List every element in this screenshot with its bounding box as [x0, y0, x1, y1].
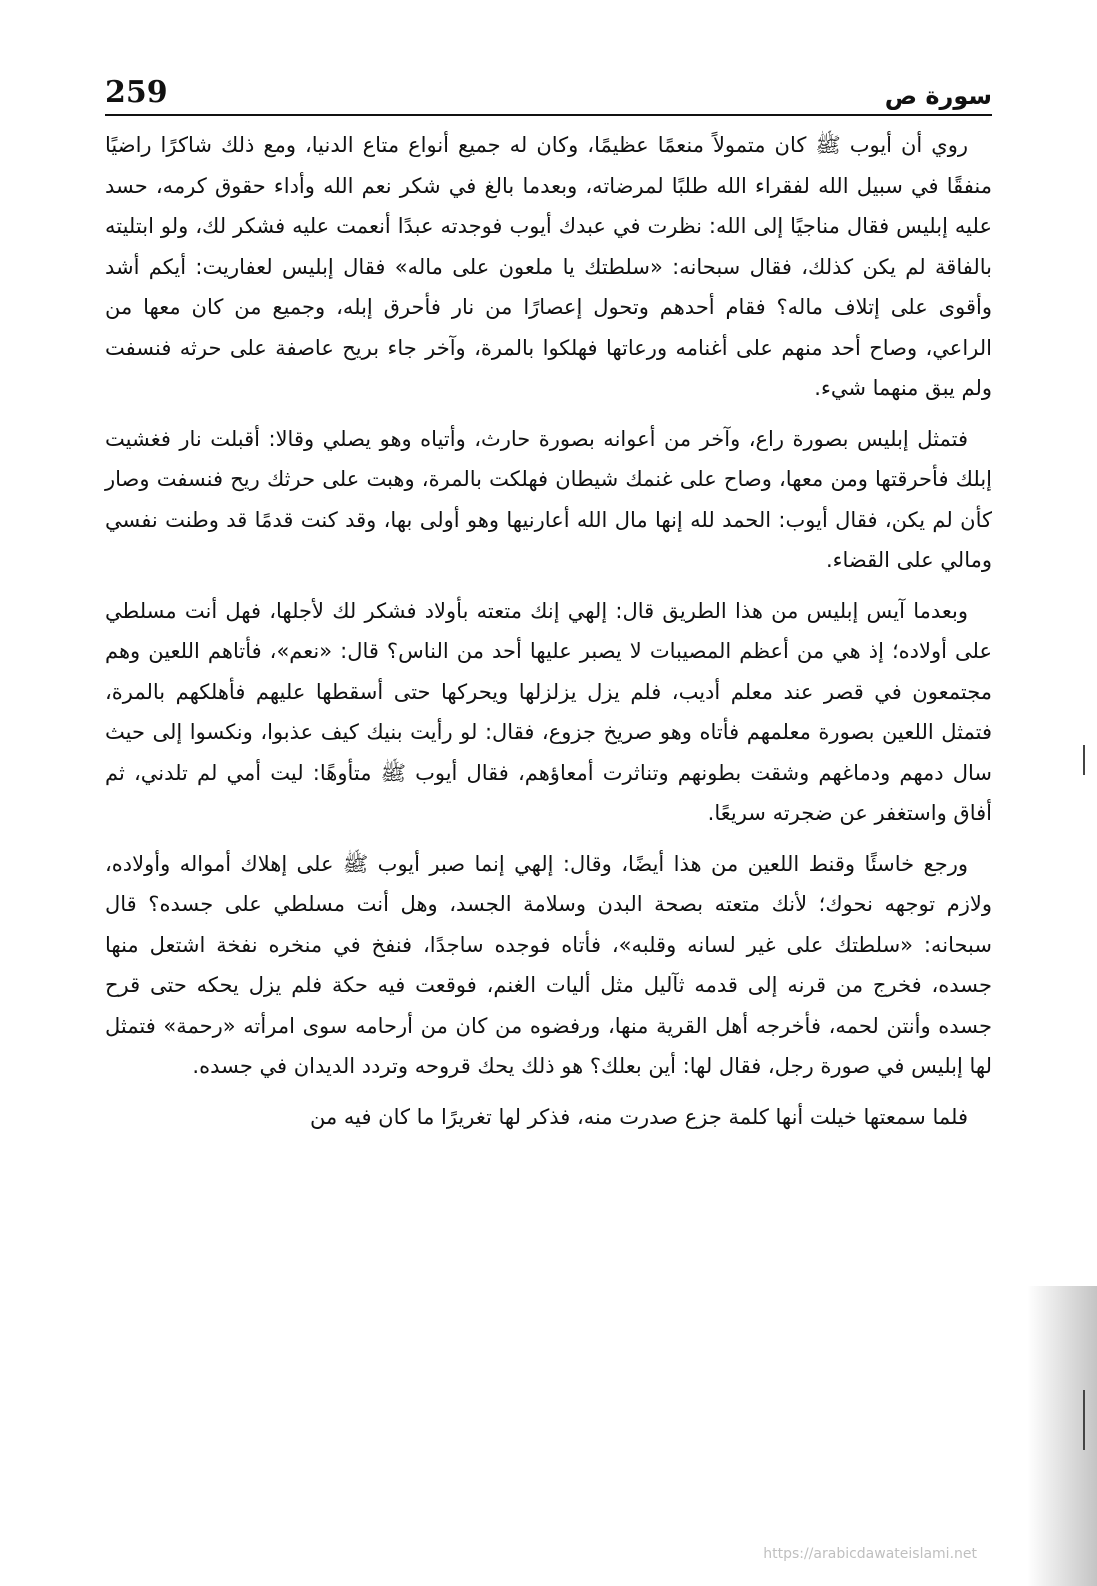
paragraph: روي أن أيوب ﷺ كان متمولاً منعمًا عظيمًا، وكان له جميع أنواع متاع الدنيا، ومع ذلك شاكرًا راضيًا منفقًا في سبيل الله لفقراء الله طلبًا لمرضاته، وبعدما بالغ في شكر نعم الله وأداء حقوق كرمه، حسد عليه إبليس فقال مناجيًا إلى الله: نظرت في عبدك أيوب فوجدته عبدًا أنعمت عليه فشكر لك، ولو ابتليته بالفاقة لم يكن كذلك، فقال سبحانه: «سلطتك يا ملعون على ماله» فقال إبليس لعفاريت: أيكم أشد وأقوى على إتلاف ماله؟ فقام أحدهم وتحول إعصارًا من نار فأحرق إبله، وجميع من كان معها من الراعي، وصاح أحد منهم على أغنامه ورعاتها فهلكوا بالمرة، وآخر جاء بريح عاصفة على حرثه فنسفت ولم يبق منهما شيء.: [105, 133, 992, 400]
watermark-url: https://arabicdawateislami.net: [763, 1546, 977, 1562]
page-body: [105, 125, 992, 1147]
page-number: 259: [105, 75, 168, 110]
paragraph: وبعدما آيس إبليس من هذا الطريق قال: إلهي إنك متعته بأولاد فشكر لك لأجلها، فهل أنت مسلطي على أولاده؛ إذ هي من أعظم المصيبات لا يصبر عليها أحد من الناس؟ قال: «نعم»، فأتاهم اللعين وهم مجتمعون في قصر عند معلم أديب، فلم يزل يزلزلها ويحركها حتى أسقطها عليهم فأهلكهم بالمرة، فتمثل اللعين بصورة معلمهم فأتاه وهو صريخ جزوع، فقال: لو رأيت بنيك كيف عذبوا، ونكسوا إلى حيث سال دمهم ودماغهم وشقت بطونهم وتناثرت أمعاؤهم، فقال أيوب ﷺ متأوهًا: ليت أمي لم تلدني، ثم أفاق واستغفر عن ضجرته سريعًا.: [105, 598, 992, 825]
scan-smudge: [1027, 1286, 1097, 1586]
scan-speck: [1083, 745, 1085, 775]
scan-speck: [1083, 1390, 1085, 1450]
paragraph: ورجع خاسئًا وقنط اللعين من هذا أيضًا، وقال: إلهي إنما صبر أيوب ﷺ على إهلاك أمواله وأولاده، ولازم توجهه نحوك؛ لأنك متعته بصحة البدن وسلامة الجسد، وهل أنت مسلطي على جسده؟ قال سبحانه: «سلطتك على غير لسانه وقلبه»، فأتاه فوجده ساجدًا، فنفخ في منخره نفخة اشتعل منها جسده، فخرج من قرنه إلى قدمه ثآليل مثل أليات الغنم، فوقعت فيه حكة فلم يزل يحكه حتى قرح جسده وأنتن لحمه، فأخرجه أهل القرية منها، ورفضوه من كان من أرحامه سوى امرأته «رحمة» فتمثل لها إبليس في صورة رجل، فقال لها: أين بعلك؟ هو ذلك يحك قروحه وتردد الديدان في جسده.: [105, 851, 992, 1078]
paragraph: فلما سمعتها خيلت أنها كلمة جزع صدرت منه، فذكر لها تغريرًا ما كان فيه من: [309, 1104, 968, 1129]
paragraph: فتمثل إبليس بصورة راع، وآخر من أعوانه بصورة حارث، وأتياه وهو يصلي وقالا: أقبلت نار فغشيت إبلك فأحرقتها ومن معها، وصاح على غنمك شيطان فهلكت بالمرة، وهبت على حرثك ريح فنسفت وصار كأن لم يكن، فقال أيوب: الحمد لله إنها مال الله أعارنيها وهو أولى بها، وقد كنت قدمًا قد وطنت نفسي ومالي على القضاء.: [105, 426, 992, 572]
surah-title: سورة ص: [884, 82, 992, 110]
page-header: [105, 70, 992, 116]
